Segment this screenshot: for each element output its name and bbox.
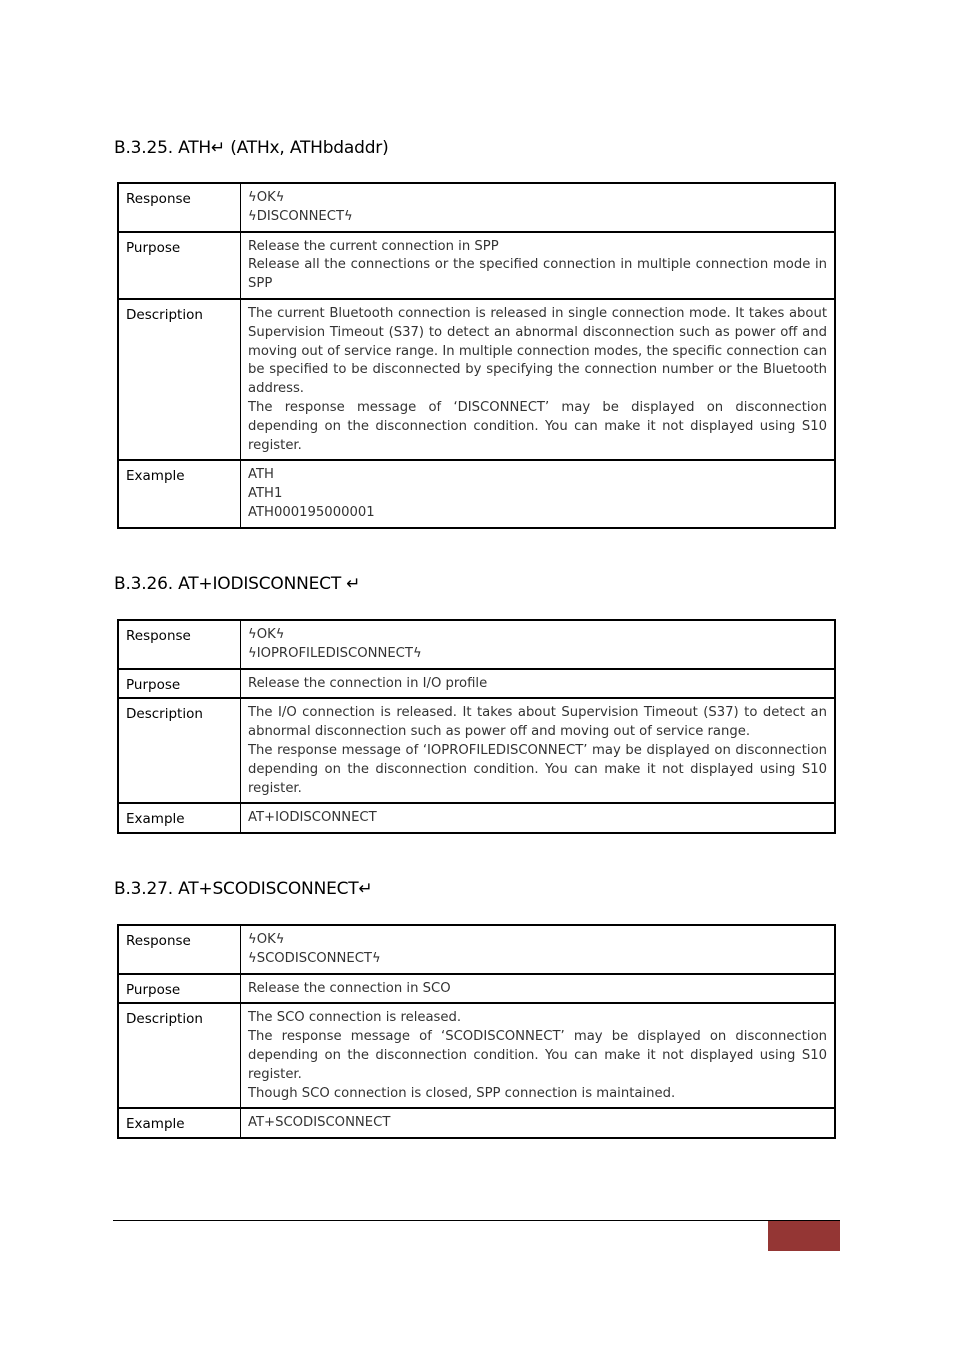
description-cell [241,299,836,460]
table-row-response [118,925,835,974]
purpose-line: Release the connection in I/O profile [248,675,488,691]
description-cell [241,1003,836,1108]
purpose-cell [241,232,836,299]
section-heading-ath: B.3.25. ATH↵ (ATHx, ATHbdaddr) [114,138,389,158]
purpose-line: Release the connection in SCO [248,980,451,996]
purpose-cell [241,974,836,1004]
response-line: ϟIOPROFILEDISCONNECTϟ [248,645,422,661]
response-cell [241,925,836,974]
row-label-example: Example [118,803,241,833]
description-paragraph: The SCO connection is released. [248,1010,462,1026]
response-cell [241,183,836,232]
description-paragraph: The response message of ‘IOPROFILEDISCONNECT’ may be displayed on disconnection depending on the disconnection condition. You can make it not displayed using S10 register. [248,742,827,796]
section-heading-iodisconnect: B.3.26. AT+IODISCONNECT ↵ [114,574,361,594]
row-label-description: Description [118,1003,241,1108]
section-heading-scodisconnect: B.3.27. AT+SCODISCONNECT↵ [114,879,373,899]
example-cell [241,803,836,833]
row-label-response: Response [118,620,241,669]
description-paragraph: The response message of ‘DISCONNECT’ may be displayed on disconnection depending on the disconnection condition. You can make it not displayed using S10 register. [248,399,827,453]
example-cell [241,1108,836,1138]
example-line: AT+IODISCONNECT [248,810,377,826]
table-row-example [118,803,835,833]
purpose-line: Release the current connection in SPP [248,238,499,254]
row-label-description: Description [118,299,241,460]
page-number-tab [768,1221,840,1251]
footer-rule [113,1220,840,1221]
description-paragraph: The I/O connection is released. It takes about Supervision Timeout (S37) to detect an abnormal disconnection such as power off and moving out of service range. [248,705,827,740]
response-line: ϟOKϟ [248,932,285,947]
row-label-response: Response [118,183,241,232]
table-row-description [118,1003,835,1108]
table-row-description [118,299,835,460]
command-table-iodisconnect [117,619,836,834]
row-label-description: Description [118,698,241,803]
table-row-response [118,620,835,669]
table-row-example [118,1108,835,1138]
purpose-line: Release all the connections or the specified connection in multiple connection mode in SPP [248,257,827,292]
purpose-cell [241,669,836,699]
table-row-purpose [118,974,835,1004]
table-row-purpose [118,669,835,699]
row-label-purpose: Purpose [118,974,241,1004]
table-row-response [118,183,835,232]
description-paragraph: The response message of ‘SCODISCONNECT’ may be displayed on disconnection depending on the disconnection condition. You can make it not displayed using S10 register. [248,1029,827,1082]
response-line: ϟOKϟ [248,627,285,642]
response-line: ϟDISCONNECTϟ [248,208,353,224]
table-row-purpose [118,232,835,299]
description-paragraph: Though SCO connection is closed, SPP connection is maintained. [248,1085,676,1101]
response-line: ϟOKϟ [248,190,285,205]
row-label-example: Example [118,1108,241,1138]
table-row-description [118,698,835,803]
table-row-example [118,460,835,527]
example-cell [241,460,836,527]
response-cell [241,620,836,669]
row-label-purpose: Purpose [118,232,241,299]
example-line: ATH000195000001 [248,504,375,520]
description-paragraph: The current Bluetooth connection is released in single connection mode. It takes about Supervision Timeout (S37) to detect an abnormal disconnection such as power off and moving out of service range. In multiple connection modes, the specific connection can be specified to be disconnected by specifying the connection number or the Bluetooth address. [248,305,827,397]
row-label-response: Response [118,925,241,974]
command-table-scodisconnect [117,924,836,1139]
row-label-purpose: Purpose [118,669,241,699]
example-line: ATH1 [248,486,283,502]
response-line: ϟSCODISCONNECTϟ [248,950,381,966]
command-table-ath [117,182,836,529]
row-label-example: Example [118,460,241,527]
description-cell [241,698,836,803]
example-line: ATH [248,467,274,483]
example-line: AT+SCODISCONNECT [248,1115,391,1131]
